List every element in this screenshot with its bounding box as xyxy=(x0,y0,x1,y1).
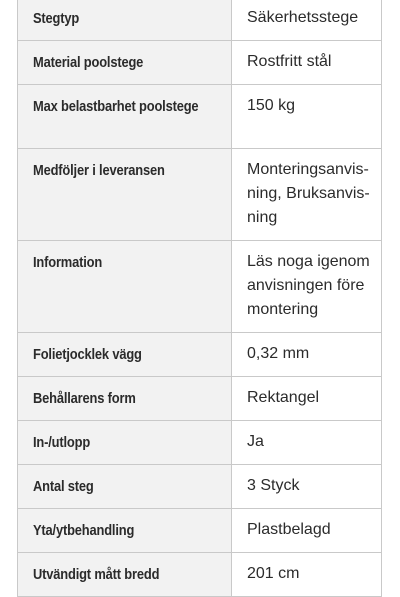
table-row xyxy=(18,85,382,149)
specification-table xyxy=(17,0,382,597)
spec-label: Utvändigt mått bredd xyxy=(18,553,232,597)
spec-value: Rostfritt stål xyxy=(232,41,382,85)
spec-label: Yta/ytbehandling xyxy=(18,509,232,553)
spec-value: Ja xyxy=(232,421,382,465)
table-row xyxy=(18,241,382,333)
table-row xyxy=(18,149,382,241)
spec-label: Folietjocklek vägg xyxy=(18,333,232,377)
spec-label: Behållarens form xyxy=(18,377,232,421)
spec-value: Läs noga igenom anvisningen före montering xyxy=(232,241,382,333)
table-row xyxy=(18,0,382,41)
table-row xyxy=(18,465,382,509)
spec-label: Stegtyp xyxy=(18,0,232,41)
table-row xyxy=(18,333,382,377)
table-row xyxy=(18,41,382,85)
spec-value: 201 cm xyxy=(232,553,382,597)
table-row xyxy=(18,421,382,465)
table-row xyxy=(18,509,382,553)
spec-label: Information xyxy=(18,241,232,333)
spec-label: Antal steg xyxy=(18,465,232,509)
spec-label: Medföljer i leveransen xyxy=(18,149,232,241)
spec-value: 3 Styck xyxy=(232,465,382,509)
spec-value: 150 kg xyxy=(232,85,382,149)
spec-label: Material poolstege xyxy=(18,41,232,85)
spec-label: Max belastbarhet poolstege xyxy=(18,85,232,149)
table-row xyxy=(18,377,382,421)
spec-value: Säkerhetsstege xyxy=(232,0,382,41)
spec-value: Plastbelagd xyxy=(232,509,382,553)
spec-value: Monteringsanvisning, Bruksanvisning xyxy=(232,149,382,241)
spec-label: In-/utlopp xyxy=(18,421,232,465)
spec-value: 0,32 mm xyxy=(232,333,382,377)
spec-value: Rektangel xyxy=(232,377,382,421)
